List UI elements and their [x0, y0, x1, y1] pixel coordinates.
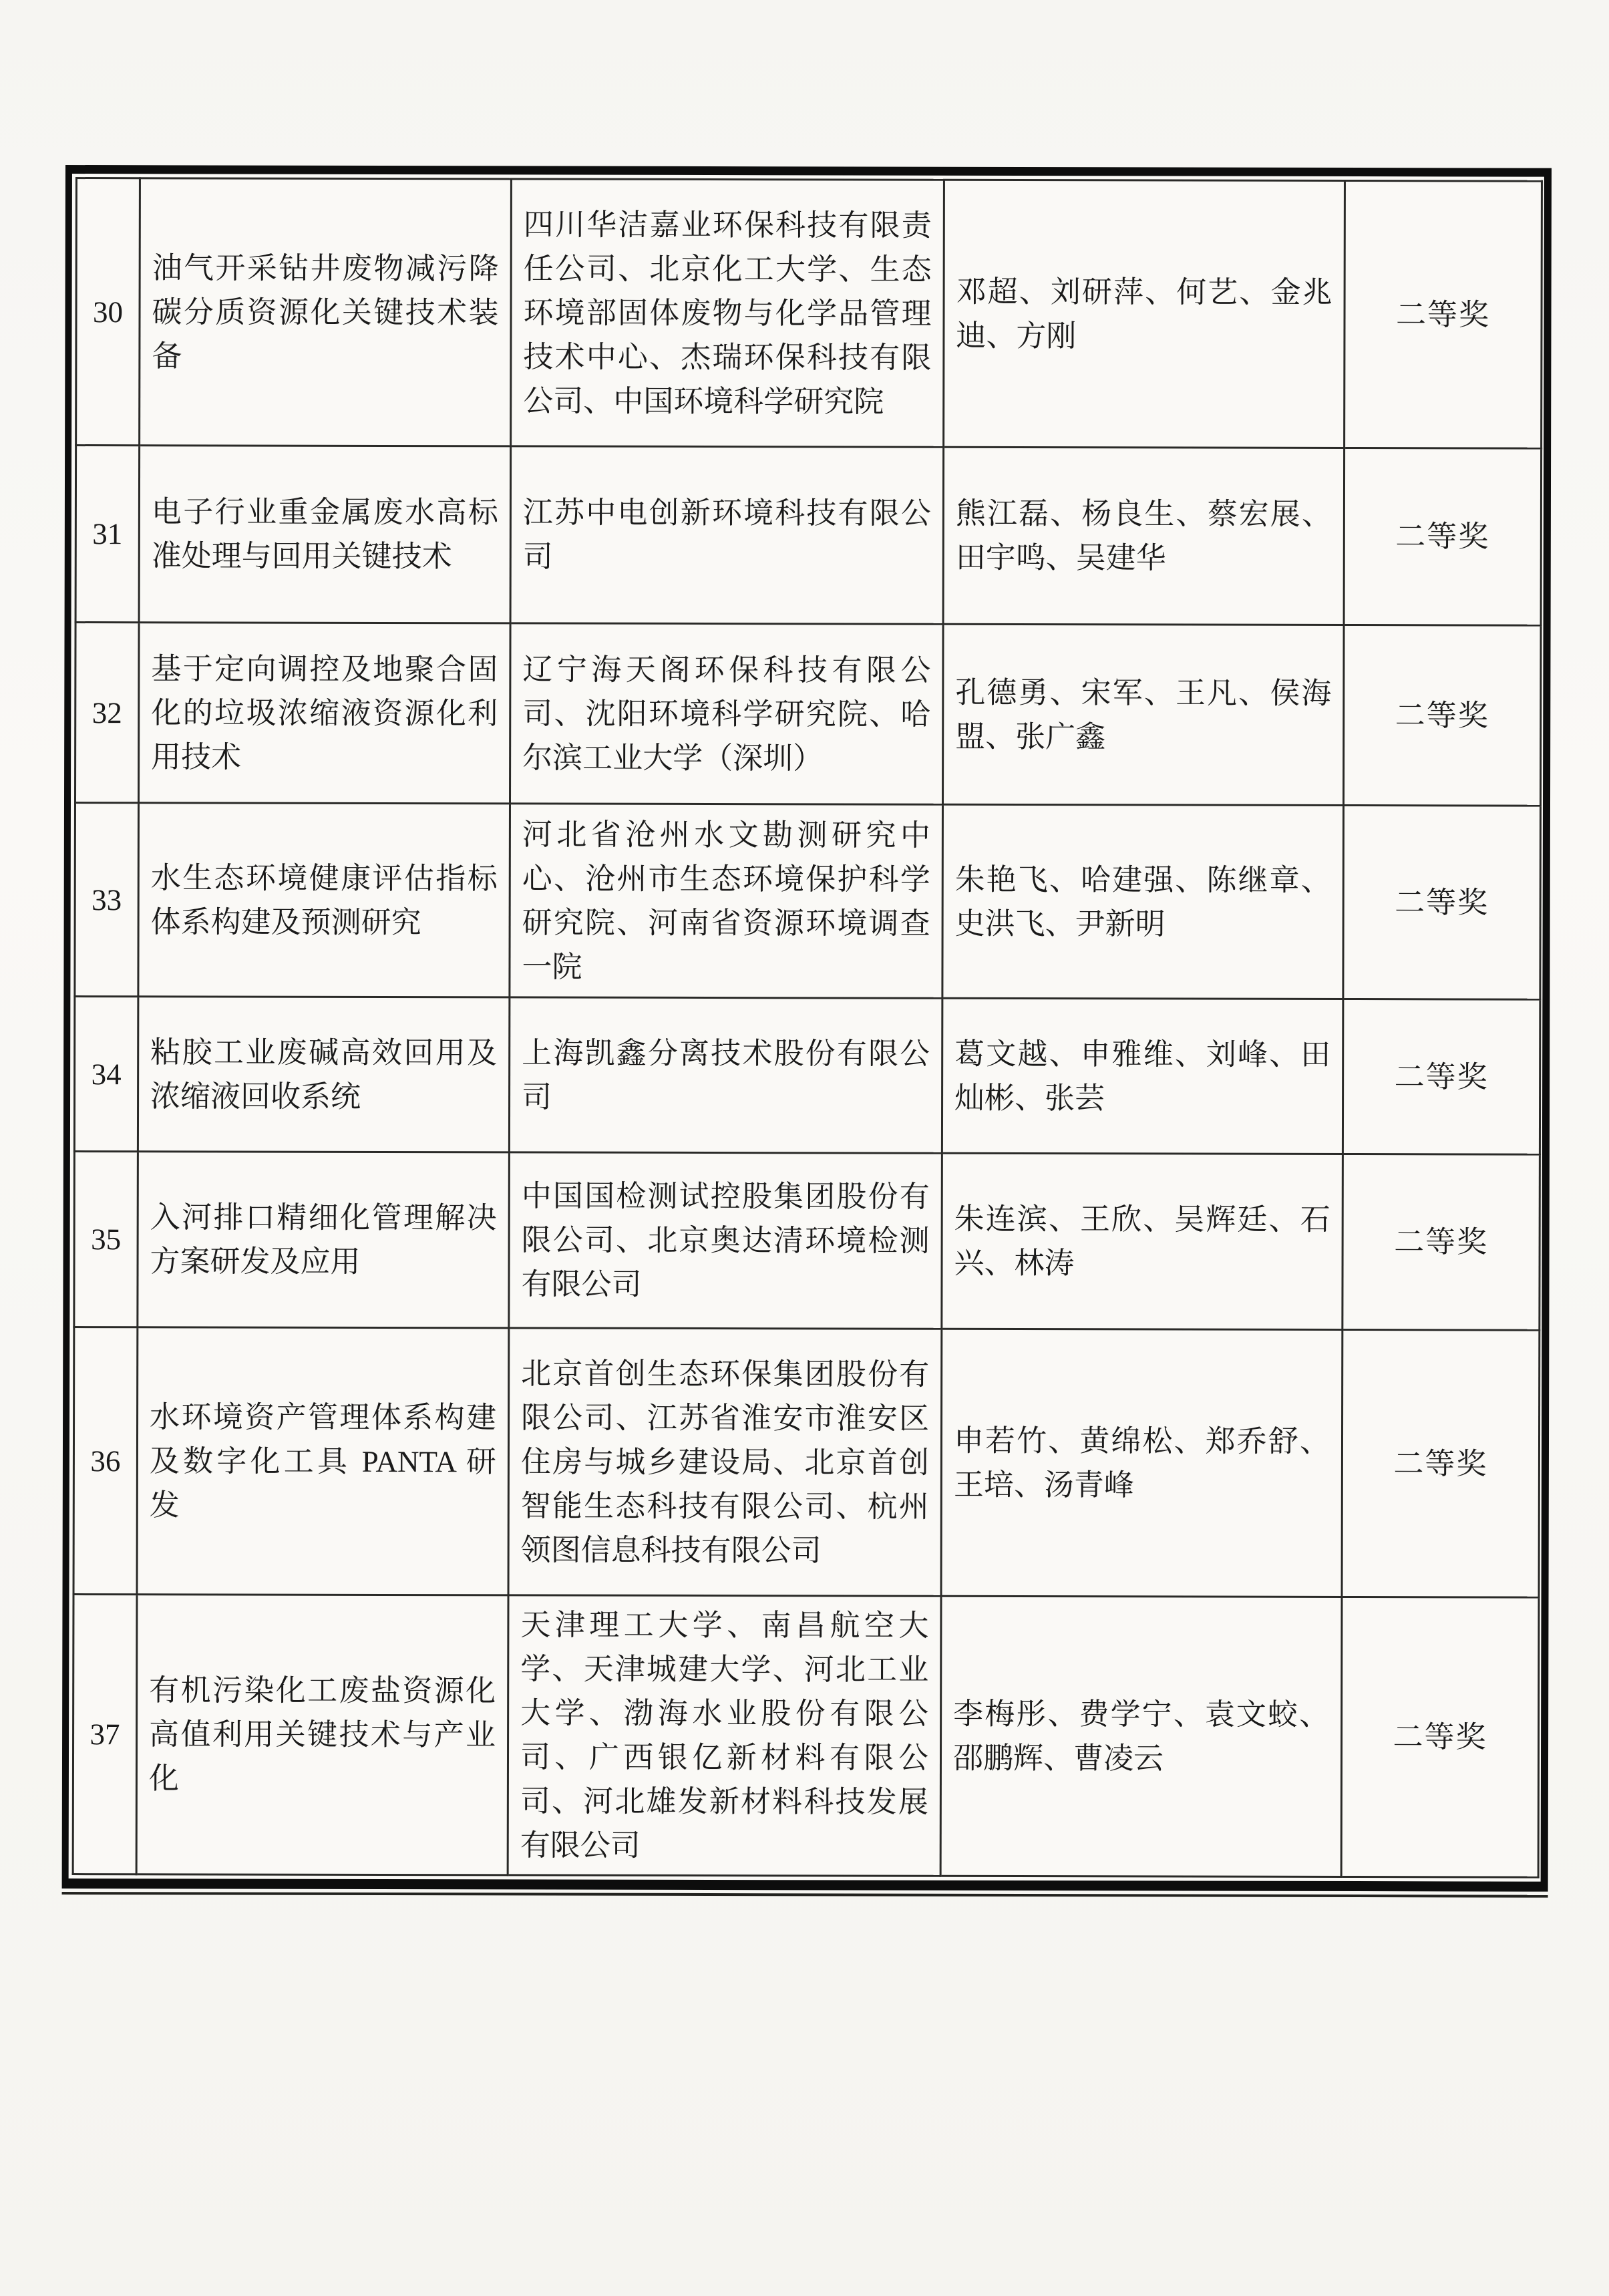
table-row: [75, 446, 1542, 626]
project-name-cell: 水环境资产管理体系构建及数字化工具 PANTA 研发: [137, 1327, 509, 1595]
row-number-cell: 36: [73, 1327, 138, 1595]
awardees-cell: 熊江磊、杨良生、蔡宏展、田宇鸣、吴建华: [943, 447, 1345, 625]
award-level-cell: 二等奖: [1342, 1330, 1540, 1598]
organizations-cell: 中国国检测试控股集团股份有限公司、北京奥达清环境检测有限公司: [509, 1152, 942, 1329]
awardees-cell: 朱连滨、王欣、吴辉廷、石兴、林涛: [942, 1153, 1343, 1329]
award-level-cell: 二等奖: [1344, 448, 1542, 626]
organizations-cell: 四川华洁嘉业环保科技有限责任公司、北京化工大学、生态环境部固体废物与化学品管理技术中心、杰瑞环保科技有限公司、中国环境科学研究院: [511, 179, 944, 447]
row-number-cell: 33: [75, 803, 139, 997]
row-number-cell: 35: [74, 1152, 138, 1327]
award-level-cell: 二等奖: [1341, 1597, 1539, 1878]
award-level-cell: 二等奖: [1343, 806, 1541, 1000]
organizations-cell: 北京首创生态环保集团股份有限公司、江苏省淮安市淮安区住房与城乡建设局、北京首创智能生态科技有限公司、杭州领图信息科技有限公司: [508, 1328, 942, 1596]
row-number-cell: 32: [75, 623, 140, 803]
project-name-cell: 油气开采钻井废物减污降碳分质资源化关键技术装备: [140, 178, 512, 446]
project-name-cell: 电子行业重金属废水高标准处理与回用关键技术: [139, 446, 511, 623]
award-level-cell: 二等奖: [1343, 625, 1541, 806]
organizations-cell: 辽宁海天阁环保科技有限公司、沈阳环境科学研究院、哈尔滨工业大学（深圳）: [510, 623, 943, 804]
row-number-cell: 30: [76, 178, 140, 446]
awards-table-frame: [62, 165, 1552, 1892]
award-level-cell: 二等奖: [1345, 181, 1542, 449]
awardees-cell: 孔德勇、宋军、王凡、侯海盟、张广鑫: [942, 624, 1344, 805]
award-level-cell: 二等奖: [1343, 999, 1540, 1155]
table-row: [76, 178, 1542, 449]
awards-table-body: [73, 178, 1542, 1878]
project-name-cell: 有机污染化工废盐资源化高值利用关键技术与产业化: [136, 1595, 508, 1875]
project-name-cell: 入河排口精细化管理解决方案研发及应用: [138, 1152, 510, 1328]
organizations-cell: 天津理工大学、南昌航空大学、天津城建大学、河北工业大学、渤海水业股份有限公司、广西银亿新材料有限公司、河北雄发新材料科技发展有限公司: [508, 1595, 941, 1876]
awardees-cell: 李梅彤、费学宁、袁文蛟、邵鹏辉、曹凌云: [940, 1596, 1342, 1876]
table-row: [74, 997, 1540, 1155]
project-name-cell: 基于定向调控及地聚合固化的垃圾浓缩液资源化利用技术: [139, 623, 511, 804]
row-number-cell: 37: [73, 1595, 137, 1874]
awardees-cell: 朱艳飞、哈建强、陈继章、史洪飞、尹新明: [942, 804, 1344, 999]
row-number-cell: 34: [74, 997, 138, 1152]
organizations-cell: 河北省沧州水文勘测研究中心、沧州市生态环境保护科学研究院、河南省资源环境调查一院: [510, 804, 943, 998]
table-row: [75, 803, 1541, 1000]
awardees-cell: 邓超、刘研萍、何艺、金兆迪、方刚: [944, 180, 1345, 448]
table-row: [75, 623, 1542, 806]
organizations-cell: 江苏中电创新环境科技有限公司: [510, 446, 944, 624]
project-name-cell: 粘胶工业废碱高效回用及浓缩液回收系统: [138, 997, 509, 1152]
organizations-cell: 上海凯鑫分离技术股份有限公司: [509, 997, 942, 1153]
awards-table: [72, 177, 1543, 1878]
project-name-cell: 水生态环境健康评估指标体系构建及预测研究: [138, 803, 510, 997]
table-row: [73, 1327, 1540, 1598]
table-row: [73, 1595, 1539, 1878]
awardees-cell: 葛文越、申雅维、刘峰、田灿彬、张芸: [942, 998, 1343, 1154]
awardees-cell: 申若竹、黄绵松、郑乔舒、王培、汤青峰: [941, 1329, 1343, 1597]
table-row: [74, 1152, 1540, 1331]
row-number-cell: 31: [75, 446, 140, 623]
award-level-cell: 二等奖: [1343, 1154, 1540, 1331]
